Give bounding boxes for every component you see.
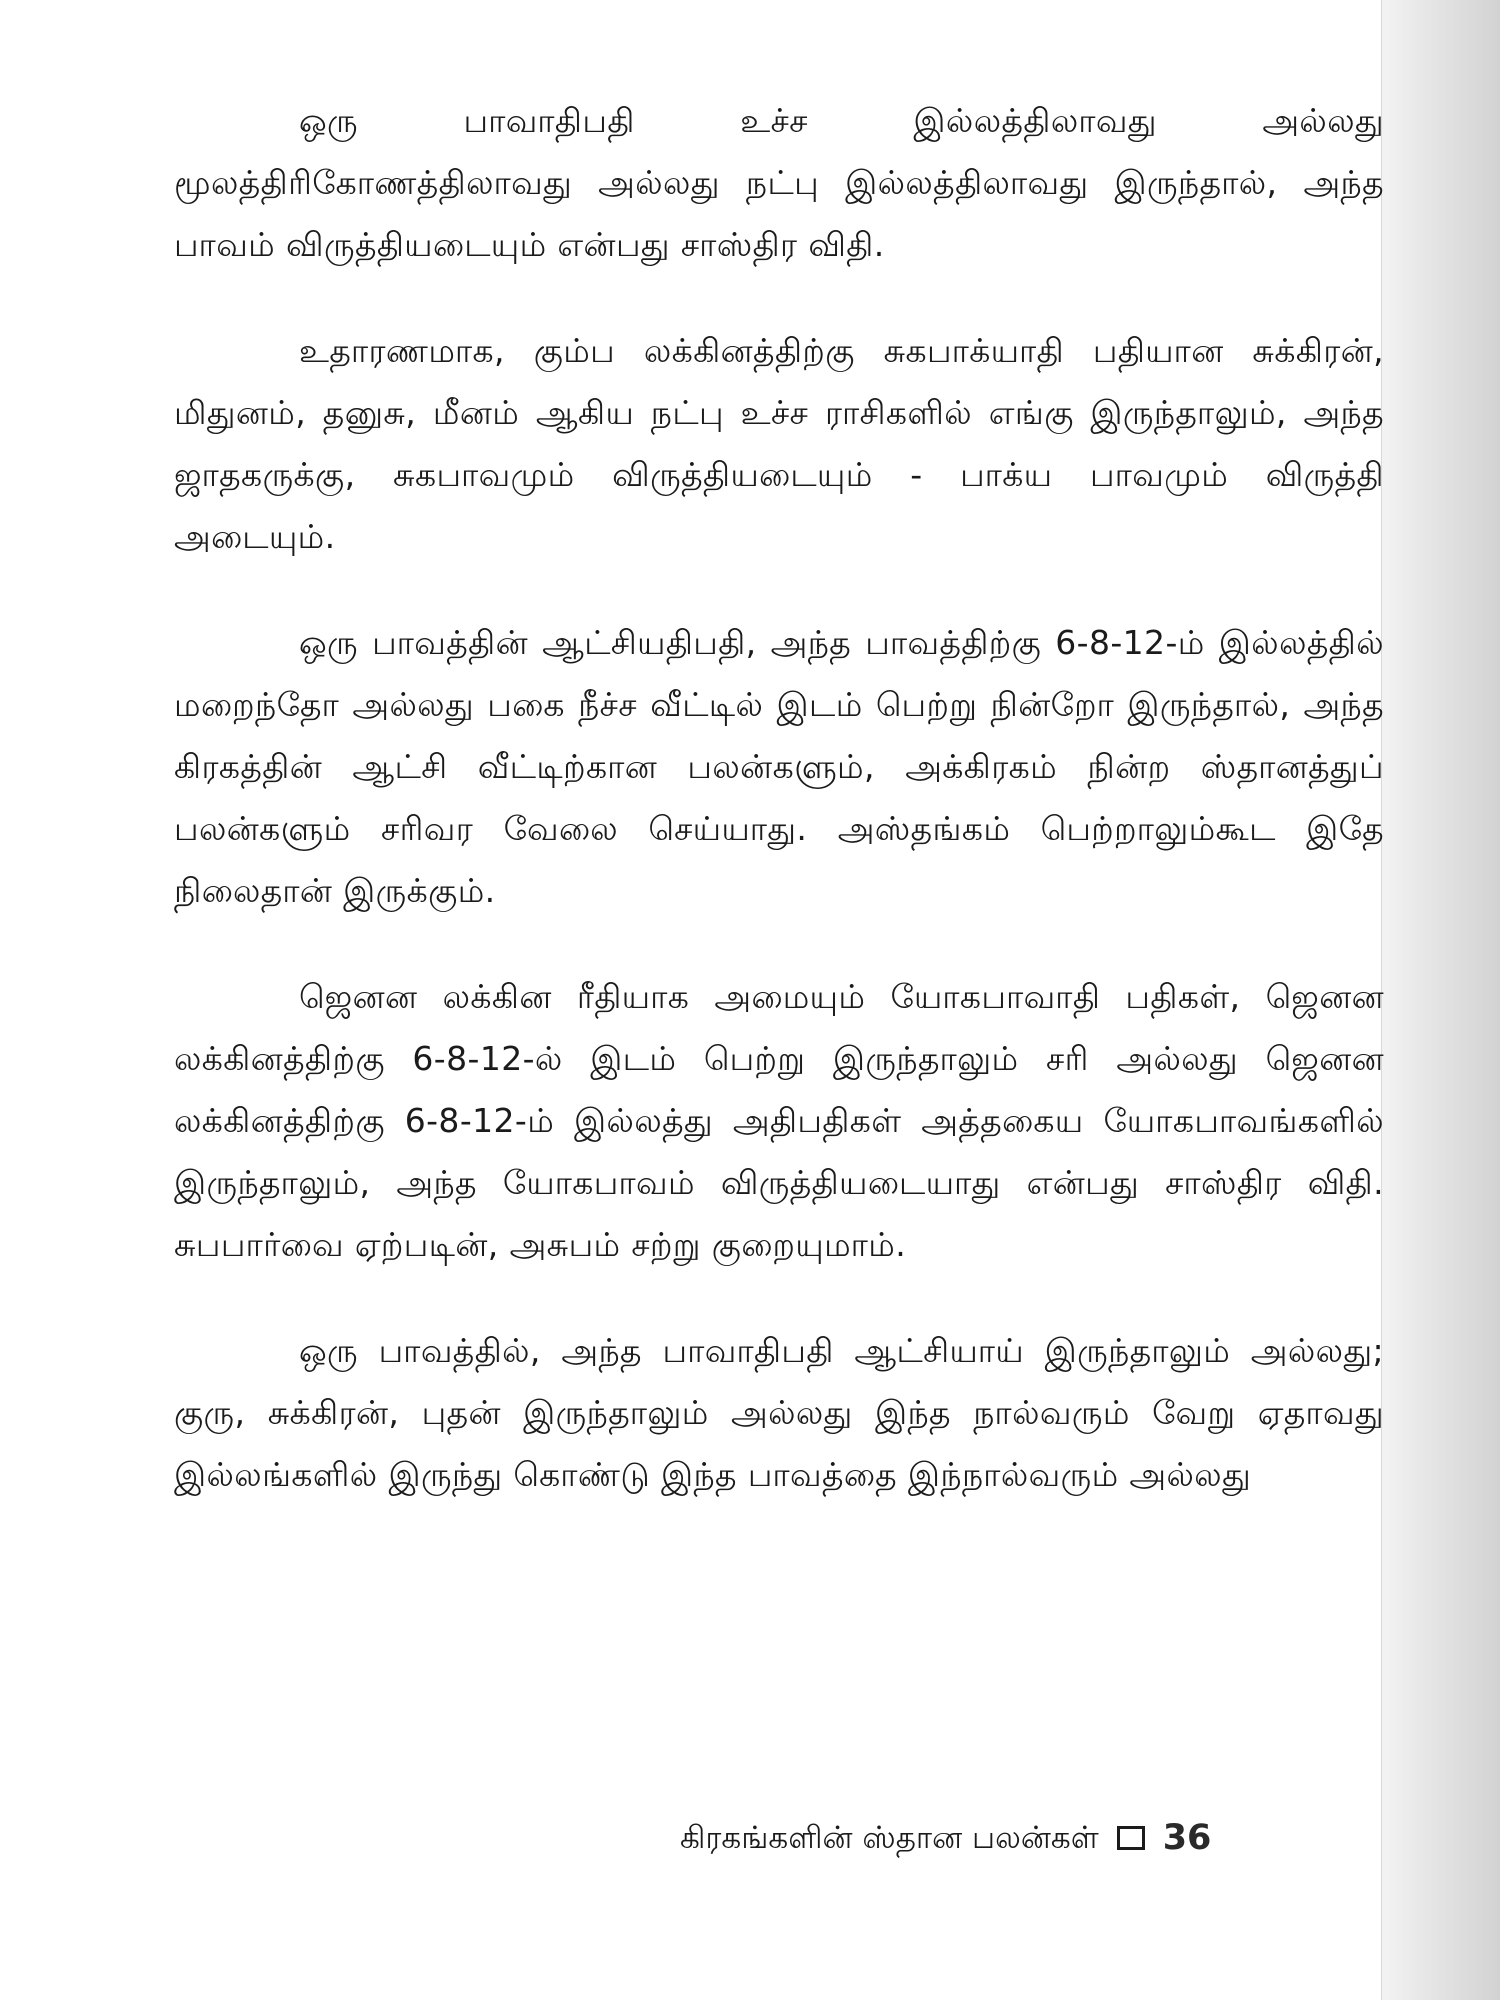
square-box-icon [1117,1826,1145,1850]
page-number: 36 [1162,1818,1212,1858]
paragraph-1: ஒரு பாவாதிபதி உச்ச இல்லத்திலாவது அல்லது மூலத்திரிகோணத்திலாவது அல்லது நட்பு இல்லத்திலாவது இருந்தால், அந்த பாவம் விருத்தியடையும் என்பது சாஸ்திர விதி. [174,101,1384,264]
paragraph-4: ஜெனன லக்கின ரீதியாக அமையும் யோகபாவாதி பதிகள், ஜெனன லக்கினத்திற்கு 6-8-12-ல் இடம் பெற்று இருந்தாலும் சரி அல்லது ஜெனன லக்கினத்திற்கு 6-8-12-ம் இல்லத்து அதிபதிகள் அத்தகைய யோகபாவங்களில் இருந்தாலும், அந்த யோகபாவம் விருத்தியடையாது என்பது சாஸ்திர விதி. சுபபார்வை ஏற்படின், அசுபம் சற்று குறையுமாம். [174,977,1384,1264]
page-footer [680,1818,1211,1858]
page-text-body [174,90,1384,1506]
running-title: கிரகங்களின் ஸ்தான பலன்கள் [680,1820,1099,1856]
paragraph-3: ஒரு பாவத்தின் ஆட்சியதிபதி, அந்த பாவத்திற்கு 6-8-12-ம் இல்லத்தில் மறைந்தோ அல்லது பகை நீச்ச வீட்டில் இடம் பெற்று நின்றோ இருந்தால், அந்த கிரகத்தின் ஆட்சி வீட்டிற்கான பலன்களும், அக்கிரகம் நின்ற ஸ்தானத்துப் பலன்களும் சரிவர வேலை செய்யாது. அஸ்தங்கம் பெற்றாலும்கூட இதே நிலைதான் இருக்கும். [174,623,1384,910]
page-edge-shadow [1381,0,1500,2000]
paragraph-5: ஒரு பாவத்தில், அந்த பாவாதிபதி ஆட்சியாய் இருந்தாலும் அல்லது; குரு, சுக்கிரன், புதன் இருந்தாலும் அல்லது இந்த நால்வரும் வேறு ஏதாவது இல்லங்களில் இருந்து கொண்டு இந்த பாவத்தை இந்நால்வரும் அல்லது [174,1331,1384,1494]
paragraph-2: உதாரணமாக, கும்ப லக்கினத்திற்கு சுகபாக்யாதி பதியான சுக்கிரன், மிதுனம், தனுசு, மீனம் ஆகிய நட்பு உச்ச ராசிகளில் எங்கு இருந்தாலும், அந்த ஜாதகருக்கு, சுகபாவமும் விருத்தியடையும் - பாக்ய பாவமும் விருத்தி அடையும். [174,331,1384,556]
